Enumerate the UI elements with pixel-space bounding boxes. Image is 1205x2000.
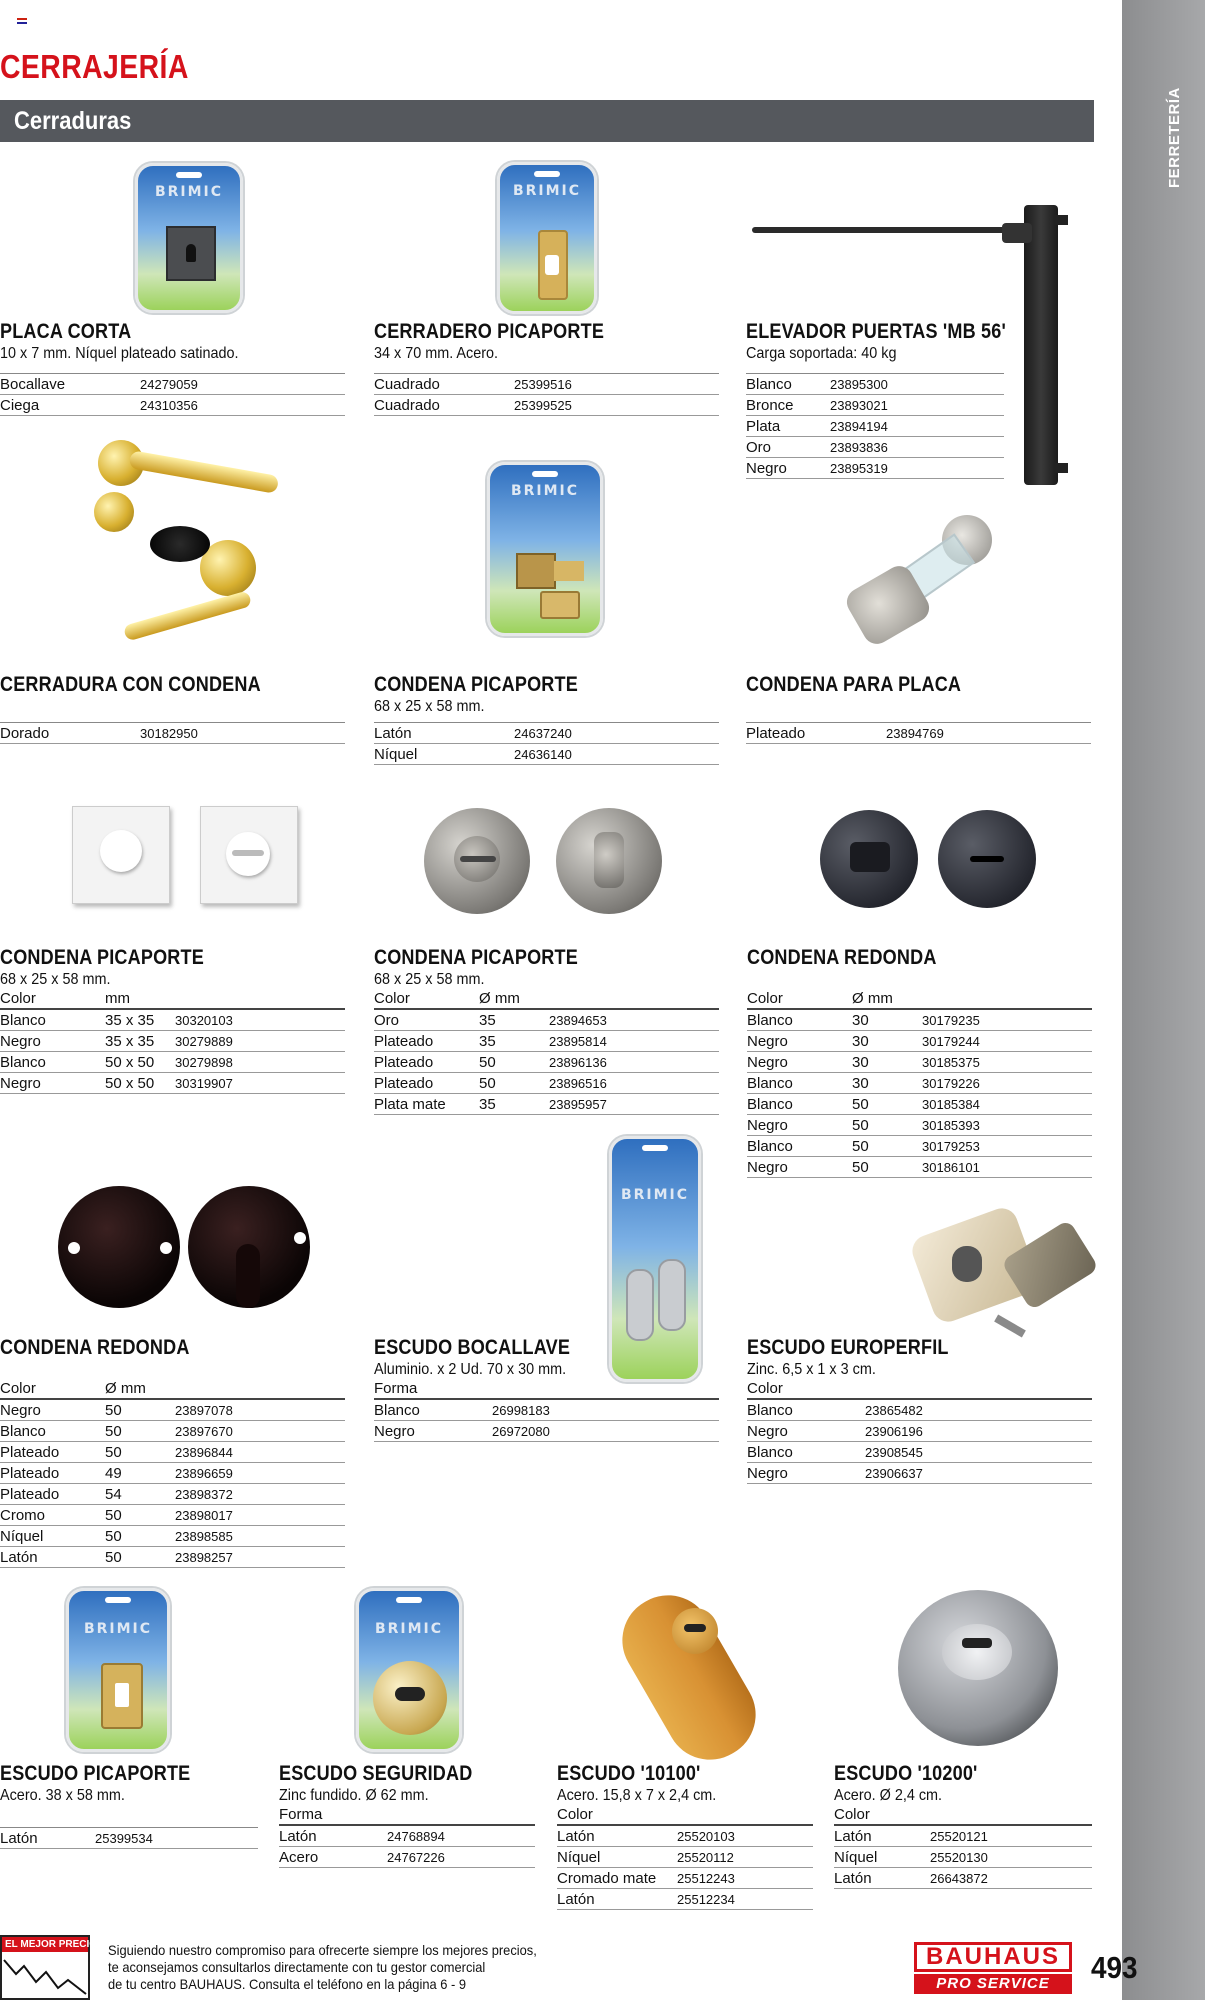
product-desc: Acero. 38 x 58 mm. — [0, 1787, 125, 1804]
product-table — [746, 373, 1004, 479]
product-escudo-bocallave — [374, 1336, 719, 1442]
table-row: Níquel 25520130 — [834, 1847, 1092, 1868]
table-row: Latón 25520121 — [834, 1826, 1092, 1847]
product-table — [374, 989, 719, 1115]
product-desc — [746, 697, 1057, 716]
product-condena-picaporte-1 — [374, 673, 719, 765]
product-image-cerradura-condena — [80, 420, 280, 620]
table-row: Blanco 30 30179226 — [747, 1073, 1092, 1094]
section-header — [0, 100, 1094, 142]
product-image-cerradero: BRIMIC — [497, 162, 597, 314]
table-row: Blanco 50 x 50 30279898 — [0, 1052, 345, 1073]
table-row: Dorado 30182950 — [0, 723, 345, 744]
table-row: Blanco 50 30185384 — [747, 1094, 1092, 1115]
product-desc — [0, 1360, 311, 1379]
product-name: CONDENA REDONDA — [0, 1336, 190, 1359]
table-row: Latón 50 23898257 — [0, 1547, 345, 1568]
product-table — [0, 1379, 345, 1568]
product-condena-placa — [746, 673, 1091, 744]
product-table — [0, 989, 345, 1094]
table-header: Color Ø mm — [0, 1379, 345, 1400]
table-row: Blanco 50 23897670 — [0, 1421, 345, 1442]
table-row: Latón 25512234 — [557, 1889, 813, 1910]
product-table — [557, 1805, 813, 1910]
product-image-escudo-seguridad: BRIMIC — [356, 1588, 462, 1752]
product-table — [279, 1805, 535, 1868]
product-name: CONDENA PARA PLACA — [746, 673, 962, 696]
product-condena-picaporte-2 — [0, 946, 345, 1094]
table-row: Negro 30 30185375 — [747, 1052, 1092, 1073]
product-table — [747, 1379, 1092, 1484]
product-name: ELEVADOR PUERTAS 'MB 56' — [746, 320, 1006, 343]
table-row: Plateado 23894769 — [746, 723, 1091, 744]
table-row: Latón 26643872 — [834, 1868, 1092, 1889]
table-row: Oro 35 23894653 — [374, 1010, 719, 1031]
table-header: Forma — [374, 1379, 719, 1400]
table-header: Color — [557, 1805, 813, 1826]
product-name: CONDENA PICAPORTE — [374, 946, 578, 969]
product-image-placa-corta: BRIMIC — [135, 163, 243, 313]
product-condena-redonda-2 — [0, 1336, 345, 1568]
product-name: CONDENA PICAPORTE — [374, 673, 578, 696]
price-down-chart-icon — [2, 1952, 88, 1996]
product-desc: Acero. 15,8 x 7 x 2,4 cm. — [557, 1787, 717, 1804]
product-desc: Acero. Ø 2,4 cm. — [834, 1787, 943, 1804]
product-desc — [747, 970, 1058, 989]
product-table — [746, 722, 1091, 744]
table-row: Blanco 35 x 35 30320103 — [0, 1010, 345, 1031]
table-row: Plata mate 35 23895957 — [374, 1094, 719, 1115]
table-row: Blanco 23895300 — [746, 374, 1004, 395]
product-desc: Carga soportada: 40 kg — [746, 345, 897, 362]
table-row: Ciega 24310356 — [0, 395, 345, 416]
table-row: Níquel 25520112 — [557, 1847, 813, 1868]
page-number: 493 — [1091, 1950, 1138, 1985]
product-table — [0, 1827, 258, 1849]
product-escudo-europerfil — [747, 1336, 1092, 1484]
product-name: ESCUDO PICAPORTE — [0, 1762, 191, 1785]
table-row: Latón 24768894 — [279, 1826, 535, 1847]
product-name: ESCUDO SEGURIDAD — [279, 1762, 473, 1785]
table-row: Negro 23895319 — [746, 458, 1004, 479]
best-price-badge: EL MEJOR PRECIO — [0, 1935, 90, 2000]
product-placa-corta — [0, 320, 345, 416]
table-row: Plateado 50 23896136 — [374, 1052, 719, 1073]
bauhaus-logo: BAUHAUS PRO SERVICE — [914, 1942, 1072, 1994]
table-header: Color — [834, 1805, 1092, 1826]
table-row: Negro 30 30179244 — [747, 1031, 1092, 1052]
product-name: CONDENA PICAPORTE — [0, 946, 204, 969]
product-image-escudo-bocallave: BRIMIC — [609, 1136, 701, 1382]
product-desc: 68 x 25 x 58 mm. — [0, 971, 111, 988]
page-title: CERRAJERÍA — [0, 48, 189, 85]
product-condena-redonda-1 — [747, 946, 1092, 1178]
product-desc — [0, 697, 311, 716]
product-desc: 34 x 70 mm. Acero. — [374, 345, 499, 362]
table-row: Negro 50 30186101 — [747, 1157, 1092, 1178]
table-row: Latón 25520103 — [557, 1826, 813, 1847]
product-table — [0, 373, 345, 416]
product-desc: 10 x 7 mm. Níquel plateado satinado. — [0, 345, 239, 362]
table-row: Bocallave 24279059 — [0, 374, 345, 395]
flag-icon — [17, 18, 27, 24]
product-desc: 68 x 25 x 58 mm. — [374, 971, 485, 988]
section-title: Cerraduras — [14, 107, 132, 135]
table-row: Blanco 26998183 — [374, 1400, 719, 1421]
table-row: Latón 25399534 — [0, 1828, 258, 1849]
product-desc: 68 x 25 x 58 mm. — [374, 698, 485, 715]
product-escudo-10200 — [834, 1762, 1092, 1889]
product-image-escudo-10200 — [898, 1590, 1060, 1746]
product-escudo-10100 — [557, 1762, 813, 1910]
table-row: Negro 50 23897078 — [0, 1400, 345, 1421]
product-cerradura-condena — [0, 673, 345, 744]
product-image-escudo-picaporte: BRIMIC — [66, 1588, 170, 1752]
product-image-condena-redonda-1 — [820, 808, 1040, 912]
table-row: Blanco 23908545 — [747, 1442, 1092, 1463]
product-image-condena-placa — [852, 515, 1027, 640]
product-name: CONDENA REDONDA — [747, 946, 937, 969]
product-condena-picaporte-3 — [374, 946, 719, 1115]
product-image-condena-picaporte-2 — [72, 806, 300, 906]
table-header: Color Ø mm — [374, 989, 719, 1010]
product-table — [834, 1805, 1092, 1889]
table-row: Oro 23893836 — [746, 437, 1004, 458]
table-row: Blanco 50 30179253 — [747, 1136, 1092, 1157]
table-row: Plata 23894194 — [746, 416, 1004, 437]
product-image-condena-redonda-2 — [58, 1184, 314, 1314]
product-desc: Zinc. 6,5 x 1 x 3 cm. — [747, 1361, 876, 1378]
table-row: Negro 35 x 35 30279889 — [0, 1031, 345, 1052]
table-row: Blanco 30 30179235 — [747, 1010, 1092, 1031]
table-row: Negro 26972080 — [374, 1421, 719, 1442]
product-name: PLACA CORTA — [0, 320, 132, 343]
table-header: Color mm — [0, 989, 345, 1010]
product-table — [374, 373, 719, 416]
table-row: Níquel 50 23898585 — [0, 1526, 345, 1547]
product-name: ESCUDO '10100' — [557, 1762, 701, 1785]
product-table — [747, 989, 1092, 1178]
table-row: Plateado 54 23898372 — [0, 1484, 345, 1505]
table-row: Cuadrado 25399516 — [374, 374, 719, 395]
product-desc: Aluminio. x 2 Ud. 70 x 30 mm. — [374, 1361, 567, 1378]
product-name: ESCUDO '10200' — [834, 1762, 978, 1785]
table-row: Plateado 35 23895814 — [374, 1031, 719, 1052]
table-row: Negro 50 30185393 — [747, 1115, 1092, 1136]
side-tab — [1122, 0, 1205, 2000]
table-row: Negro 23906196 — [747, 1421, 1092, 1442]
product-escudo-seguridad — [279, 1762, 535, 1868]
product-name: ESCUDO BOCALLAVE — [374, 1336, 571, 1359]
product-image-condena-picaporte-1: BRIMIC — [487, 462, 603, 636]
table-row: Acero 24767226 — [279, 1847, 535, 1868]
table-row: Plateado 50 23896844 — [0, 1442, 345, 1463]
footer-note: Siguiendo nuestro compromiso para ofrecerte siempre los mejores precios, te aconsejamos consultarlos directamente con tu gestor comercial de tu centro BAUHAUS. Consulta el teléfono en la página 6 - 9 — [108, 1942, 537, 1992]
product-image-escudo-10100 — [604, 1580, 794, 1760]
side-tab-label: FERRETERÍA — [1166, 87, 1183, 188]
product-name: CERRADURA CON CONDENA — [0, 673, 261, 696]
table-row: Plateado 49 23896659 — [0, 1463, 345, 1484]
product-table — [0, 722, 345, 744]
table-header: Forma — [279, 1805, 535, 1826]
product-name: CERRADERO PICAPORTE — [374, 320, 605, 343]
table-header: Color Ø mm — [747, 989, 1092, 1010]
table-row: Latón 24637240 — [374, 723, 719, 744]
product-desc: Zinc fundido. Ø 62 mm. — [279, 1787, 429, 1804]
table-row: Plateado 50 23896516 — [374, 1073, 719, 1094]
product-table — [374, 722, 719, 765]
product-image-condena-picaporte-3 — [420, 806, 670, 916]
product-table — [374, 1379, 719, 1442]
table-row: Cromado mate 25512243 — [557, 1868, 813, 1889]
table-row: Cromo 50 23898017 — [0, 1505, 345, 1526]
product-name: ESCUDO EUROPERFIL — [747, 1336, 949, 1359]
table-row: Cuadrado 25399525 — [374, 395, 719, 416]
table-row: Blanco 23865482 — [747, 1400, 1092, 1421]
table-row: Negro 23906637 — [747, 1463, 1092, 1484]
product-cerradero — [374, 320, 719, 416]
table-header: Color — [747, 1379, 1092, 1400]
table-row: Negro 50 x 50 30319907 — [0, 1073, 345, 1094]
product-escudo-picaporte — [0, 1762, 258, 1849]
table-row: Níquel 24636140 — [374, 744, 719, 765]
table-row: Bronce 23893021 — [746, 395, 1004, 416]
product-elevador — [746, 320, 1004, 479]
